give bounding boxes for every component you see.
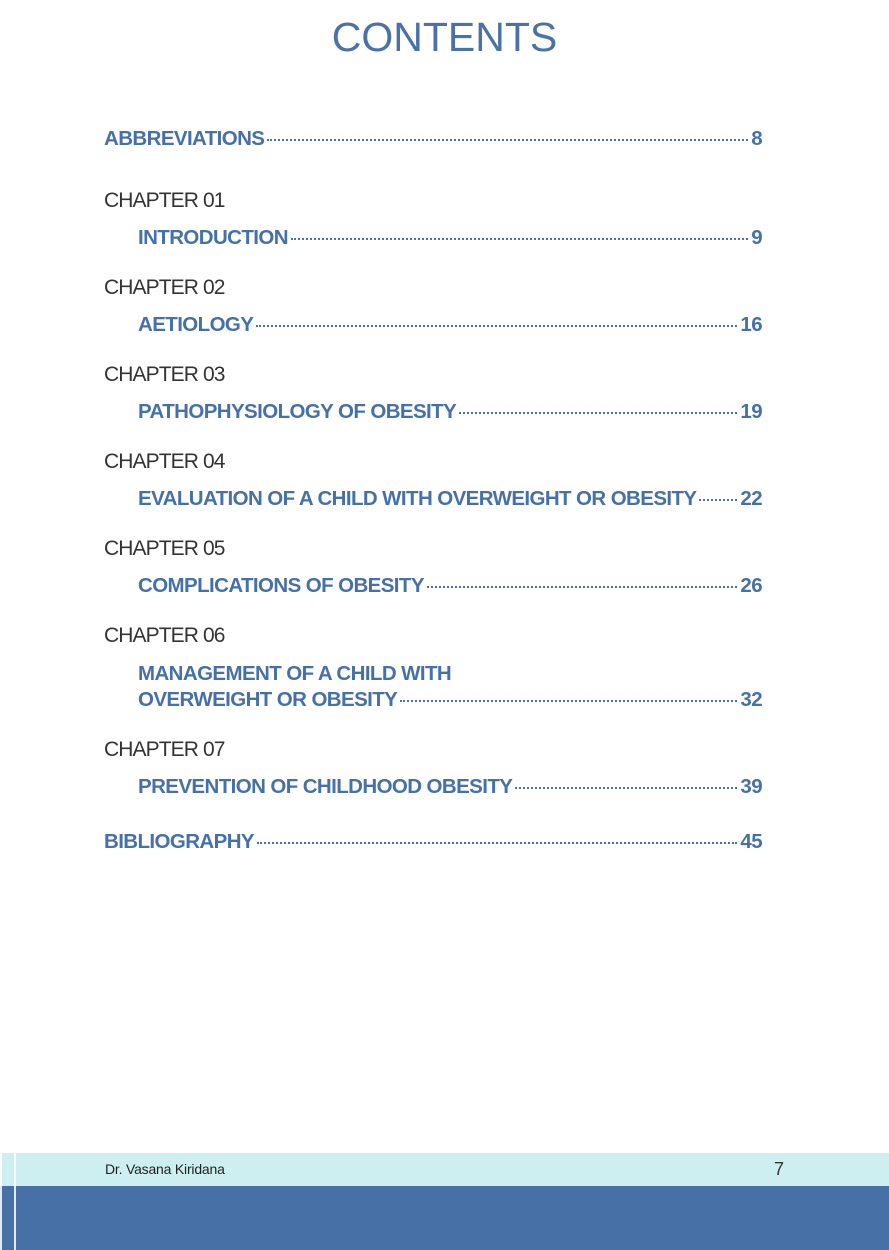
toc-entry-management-line1[interactable]: MANAGEMENT OF A CHILD WITH bbox=[138, 662, 452, 685]
footer-dark-band bbox=[0, 1186, 889, 1250]
toc-entry-pathophysiology[interactable] bbox=[138, 400, 762, 424]
dot-leader bbox=[699, 499, 737, 501]
chapter-heading-06: CHAPTER 06 bbox=[104, 624, 225, 647]
chapter-heading-02: CHAPTER 02 bbox=[104, 276, 225, 299]
footer-edge-line bbox=[14, 1153, 16, 1250]
dot-leader bbox=[256, 325, 737, 327]
dot-leader bbox=[459, 412, 737, 414]
dot-leader bbox=[515, 787, 737, 789]
chapter-heading-05: CHAPTER 05 bbox=[104, 537, 225, 560]
toc-entry-page: 16 bbox=[740, 313, 762, 336]
toc-entry-prevention[interactable] bbox=[138, 775, 762, 799]
dot-leader bbox=[267, 139, 748, 141]
page-title: CONTENTS bbox=[331, 14, 558, 60]
toc-entry-page: 32 bbox=[740, 688, 762, 711]
toc-entry-label: INTRODUCTION bbox=[138, 226, 288, 249]
toc-entry-page: 19 bbox=[740, 400, 762, 423]
toc-entry-page: 26 bbox=[740, 574, 762, 597]
toc-entry-page: 9 bbox=[751, 226, 762, 249]
toc-entry-introduction[interactable] bbox=[138, 226, 762, 250]
toc-entry-complications[interactable] bbox=[138, 574, 762, 598]
chapter-heading-07: CHAPTER 07 bbox=[104, 738, 225, 761]
dot-leader bbox=[427, 586, 737, 588]
dot-leader bbox=[400, 700, 737, 702]
chapter-heading-04: CHAPTER 04 bbox=[104, 450, 225, 473]
toc-entry-management[interactable] bbox=[138, 688, 762, 712]
dot-leader bbox=[291, 238, 748, 240]
toc-entry-page: 39 bbox=[740, 775, 762, 798]
chapter-heading-01: CHAPTER 01 bbox=[104, 189, 225, 212]
toc-entry-bibliography[interactable] bbox=[104, 830, 762, 854]
toc-entry-label: AETIOLOGY bbox=[138, 313, 254, 336]
toc-entry-label: PREVENTION OF CHILDHOOD OBESITY bbox=[138, 775, 513, 798]
toc-entry-page: 22 bbox=[740, 487, 762, 510]
toc-entry-label: PATHOPHYSIOLOGY OF OBESITY bbox=[138, 400, 457, 423]
footer-page-number: 7 bbox=[774, 1159, 785, 1179]
footer-author: Dr. Vasana Kiridana bbox=[105, 1161, 225, 1177]
toc-entry-label: OVERWEIGHT OR OBESITY bbox=[138, 688, 398, 711]
toc-entry-page: 45 bbox=[740, 830, 762, 853]
footer-edge-line bbox=[0, 1153, 2, 1250]
toc-entry-abbreviations[interactable] bbox=[104, 127, 762, 151]
toc-entry-label: COMPLICATIONS OF OBESITY bbox=[138, 574, 424, 597]
toc-entry-label: ABBREVIATIONS bbox=[104, 127, 265, 150]
toc-entry-evaluation[interactable] bbox=[138, 487, 762, 511]
toc-entry-label: BIBLIOGRAPHY bbox=[104, 830, 254, 853]
toc-entry-aetiology[interactable] bbox=[138, 313, 762, 337]
toc-entry-label: EVALUATION OF A CHILD WITH OVERWEIGHT OR OBESITY bbox=[138, 487, 697, 510]
chapter-heading-03: CHAPTER 03 bbox=[104, 363, 225, 386]
dot-leader bbox=[257, 842, 737, 844]
toc-entry-page: 8 bbox=[751, 127, 762, 150]
